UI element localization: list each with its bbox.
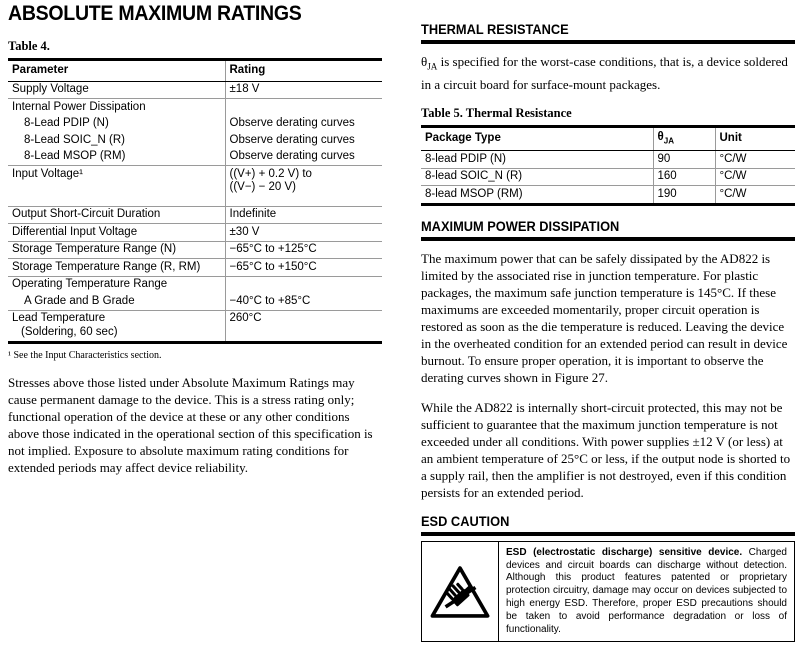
package-cell: 8-lead PDIP (N) (421, 151, 653, 169)
esd-body-text: Charged devices and circuit boards can discharge without detection. Although this product features patented or proprietary protection circuitry, damage may occur on devices subjected to high energy ESD. Therefore, proper ESD precautions should be taken to avoid performance degradation or loss of functionality. (506, 546, 787, 635)
esd-caution-heading (421, 514, 795, 536)
page-title-text: ABSOLUTE MAXIMUM RATINGS (8, 2, 302, 25)
esd-caution-box (421, 541, 795, 643)
table-row (8, 276, 382, 293)
package-cell: 8-lead MSOP (RM) (425, 187, 523, 200)
parameter-cell: Storage Temperature Range (R, RM) (8, 259, 225, 277)
esd-triangle-icon (429, 565, 491, 619)
rating-cell: Observe derating curves (225, 149, 382, 166)
parameter-cell: A Grade and B Grade (8, 293, 225, 310)
right-column (421, 22, 795, 642)
table-row (8, 206, 382, 224)
rating-cell (225, 99, 382, 116)
package-cell: 8-lead SOIC_N (R) (421, 168, 653, 186)
table-row (421, 168, 795, 186)
table-row (8, 132, 382, 149)
table-row (8, 81, 382, 99)
table-row (8, 241, 382, 259)
parameter-cell: 8-Lead MSOP (RM) (8, 149, 225, 166)
theta-symbol: θ (657, 130, 664, 143)
theta-ja-cell: 160 (653, 168, 715, 186)
unit-cell: °C/W (715, 168, 795, 186)
parameter-line: (Soldering, 60 sec) (21, 325, 118, 338)
column-header-unit: Unit (715, 126, 795, 151)
table-row (8, 259, 382, 277)
rating-cell: −65°C to +150°C (225, 259, 382, 277)
esd-icon-cell (422, 542, 499, 642)
esd-caution-text (499, 542, 794, 642)
column-header-theta-ja (653, 126, 715, 151)
rating-cell: −65°C to +125°C (225, 241, 382, 259)
absolute-maximum-ratings-table (8, 58, 382, 344)
parameter-cell: Storage Temperature Range (N) (8, 241, 225, 259)
table-row (8, 149, 382, 166)
table-row (421, 151, 795, 169)
table-row (8, 116, 382, 133)
parameter-cell: Internal Power Dissipation (12, 100, 146, 113)
column-header-package-type: Package Type (421, 126, 653, 151)
rating-line: ((V+) + 0.2 V) to (229, 167, 312, 180)
rating-cell (225, 166, 382, 207)
rating-cell: Indefinite (225, 206, 382, 224)
table5-caption: Table 5. Thermal Resistance (421, 105, 572, 120)
table4-header-row (8, 60, 382, 82)
parameter-cell: 8-Lead SOIC_N (R) (24, 133, 125, 146)
parameter-cell: Output Short-Circuit Duration (8, 206, 225, 224)
thermal-resistance-paragraph (421, 53, 795, 93)
table-row (421, 186, 795, 205)
theta-subscript: JA (663, 135, 675, 145)
rating-cell: ±18 V (225, 81, 382, 99)
rating-cell: Observe derating curves (225, 132, 382, 149)
parameter-cell: Operating Temperature Range (12, 278, 168, 290)
unit-cell: °C/W (715, 151, 795, 169)
table-row (8, 224, 382, 242)
table-row (8, 99, 382, 116)
theta-ja-cell: 90 (653, 151, 715, 169)
left-column (8, 2, 382, 489)
stress-rating-paragraph: Stresses above those listed under Absolute Maximum Ratings may cause permanent damage to the device. This is a stress rating only; functional operation of the device at these or any other conditions above those indicated in the operational section of this specification is not implied. Exposure to absolute maximum rating conditions for extended periods may affect device reliability. (8, 374, 373, 475)
thermal-resistance-heading (421, 22, 795, 44)
theta-subscript: JA (427, 61, 438, 72)
page-title (8, 2, 382, 26)
table-row (8, 166, 382, 207)
max-power-paragraph-1: The maximum power that can be safely dissipated by the AD822 is limited by the associated rise in junction temperature. For plastic packages, the maximum safe junction temperature is 145°C. If these maximums are exceeded momentarily, proper circuit operation is restored as soon as the die temperature is reduced. Leaving the device in the overheated condition for an extended period can result in device burnout. To ensure proper operation, it is important to observe the derating curves shown in Figure 27. (421, 250, 788, 385)
thermal-resistance-table (421, 125, 795, 206)
table4-footnote: ¹ See the Input Characteristics section. (8, 349, 162, 361)
rating-cell (225, 276, 382, 293)
theta-ja-cell: 190 (653, 186, 715, 205)
column-header-rating: Rating (225, 60, 382, 82)
maximum-power-dissipation-heading-text: MAXIMUM POWER DISSIPATION (421, 218, 620, 234)
rating-cell: −40°C to +85°C (225, 293, 382, 310)
parameter-cell (8, 310, 225, 342)
thermal-resistance-heading-text: THERMAL RESISTANCE (421, 22, 569, 37)
unit-cell: °C/W (715, 186, 795, 205)
parameter-cell: 8-Lead PDIP (N) (24, 117, 109, 129)
table-row (8, 310, 382, 342)
maximum-power-dissipation-heading (421, 219, 795, 241)
parameter-cell: Supply Voltage (8, 81, 225, 99)
esd-bold-lead: ESD (electrostatic discharge) sensitive device. (506, 546, 743, 558)
column-header-parameter: Parameter (8, 60, 225, 82)
parameter-cell: Differential Input Voltage (8, 224, 225, 242)
table-row (8, 293, 382, 310)
rating-cell: 260°C (225, 310, 382, 342)
parameter-cell: Input Voltage¹ (8, 166, 225, 207)
rating-line: ((V−) − 20 V) (229, 181, 296, 193)
thermal-paragraph-text: is specified for the worst-case conditions, that is, a device soldered in a circuit board for surface-mount packages. (421, 54, 788, 92)
table5-header-row (421, 126, 795, 151)
rating-cell: Observe derating curves (225, 116, 382, 133)
rating-cell: ±30 V (225, 224, 382, 242)
theta-symbol: θ (421, 54, 428, 69)
esd-caution-heading-text: ESD CAUTION (421, 513, 510, 529)
table4-caption: Table 4. (8, 39, 50, 53)
max-power-paragraph-2: While the AD822 is internally short-circuit protected, this may not be sufficient to guarantee that the maximum junction temperature is not exceeded under all conditions. With power supplies ±12 V (or less) at an ambient temperature of 25°C or less, if the output node is shorted to a supply rail, then the amplifier is not destroyed, even if this condition persists for an extended period. (421, 399, 791, 500)
parameter-line: Lead Temperature (12, 312, 106, 324)
